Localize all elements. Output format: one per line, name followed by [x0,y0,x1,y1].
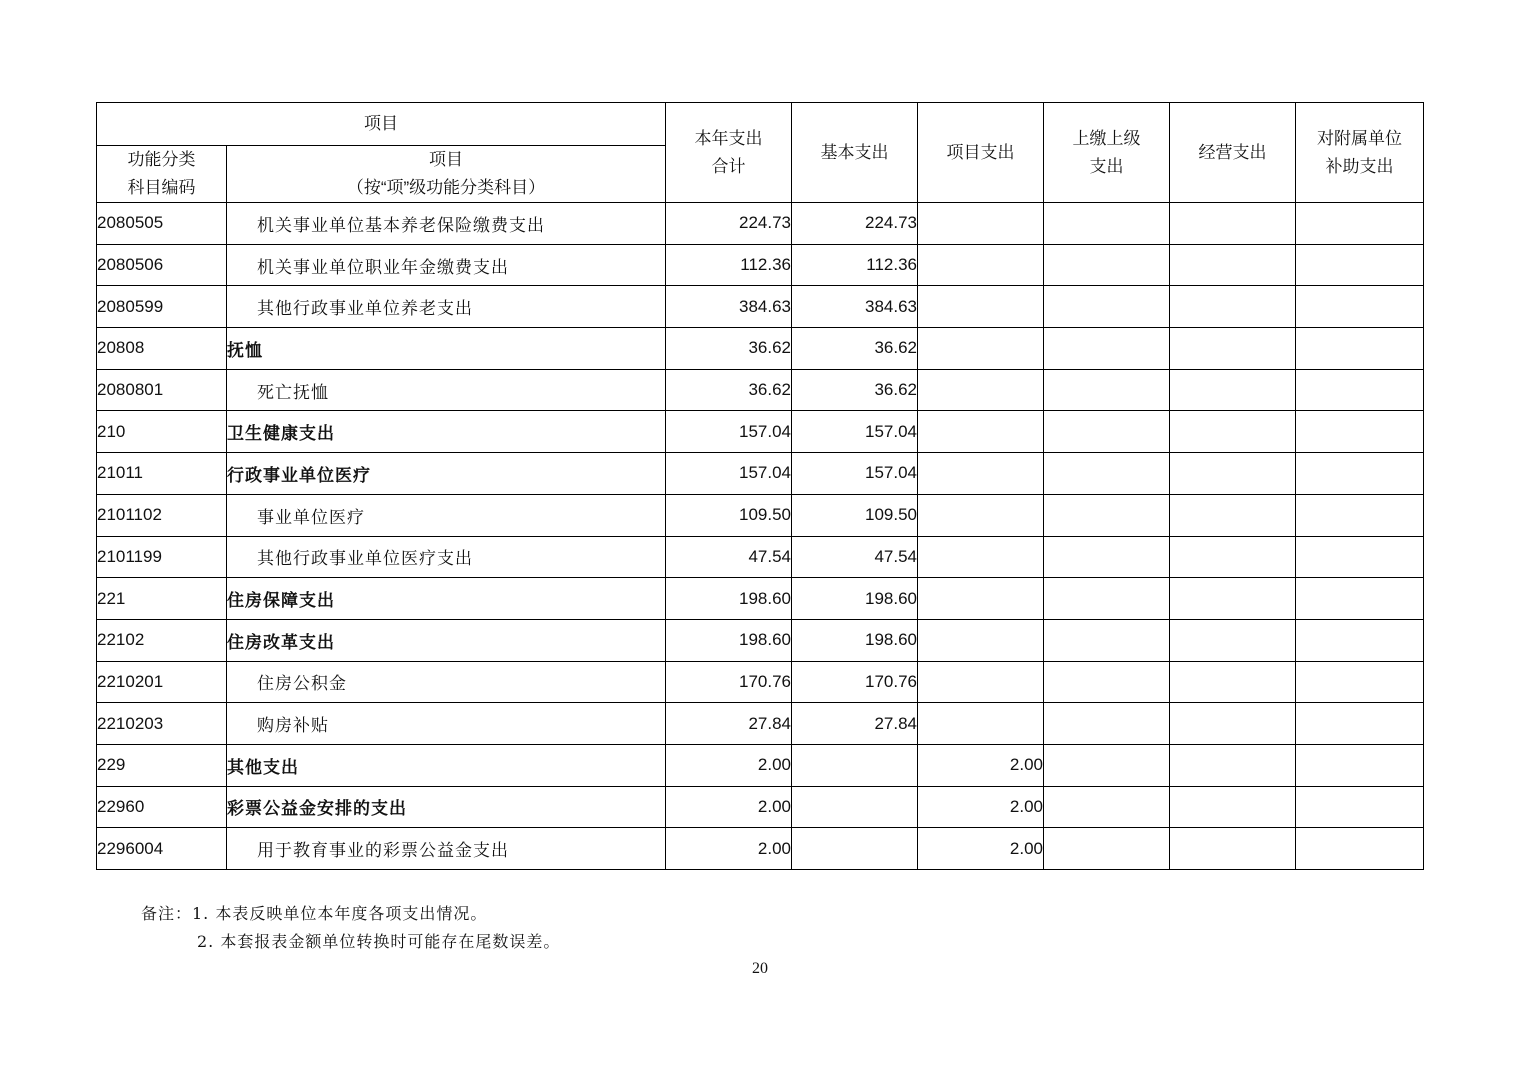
cell-name: 机关事业单位基本养老保险缴费支出 [227,203,666,245]
cell-operating [1170,494,1296,536]
cell-basic: 170.76 [792,661,918,703]
cell-code: 22960 [97,786,227,828]
cell-project [918,703,1044,745]
header-total [666,103,792,203]
cell-project [918,286,1044,328]
cell-basic [792,828,918,870]
cell-total: 198.60 [666,578,792,620]
notes [141,900,560,956]
expenditure-table [96,102,1424,870]
cell-name: 住房公积金 [227,661,666,703]
cell-upper [1044,328,1170,370]
table-row [97,786,1424,828]
cell-code: 2210203 [97,703,227,745]
header-project: 项目支出 [918,103,1044,203]
cell-name: 其他行政事业单位医疗支出 [227,536,666,578]
cell-code: 20808 [97,328,227,370]
cell-basic: 198.60 [792,619,918,661]
cell-operating [1170,203,1296,245]
header-upper-line2: 支出 [1089,156,1124,176]
header-upper-line1: 上缴上级 [1072,128,1141,148]
cell-name: 死亡抚恤 [227,369,666,411]
cell-name: 其他行政事业单位养老支出 [227,286,666,328]
cell-subsidy [1296,578,1424,620]
cell-operating [1170,744,1296,786]
cell-name: 其他支出 [227,744,666,786]
cell-upper [1044,453,1170,495]
cell-code: 2296004 [97,828,227,870]
cell-name: 彩票公益金安排的支出 [227,786,666,828]
cell-subsidy [1296,661,1424,703]
cell-basic: 198.60 [792,578,918,620]
cell-project: 2.00 [918,828,1044,870]
cell-total: 27.84 [666,703,792,745]
table-row [97,369,1424,411]
cell-operating [1170,703,1296,745]
header-code [97,146,227,203]
cell-name: 购房补贴 [227,703,666,745]
cell-project [918,203,1044,245]
cell-total: 224.73 [666,203,792,245]
cell-project [918,578,1044,620]
cell-code: 21011 [97,453,227,495]
cell-total: 47.54 [666,536,792,578]
cell-total: 2.00 [666,828,792,870]
cell-upper [1044,578,1170,620]
cell-subsidy [1296,786,1424,828]
cell-subsidy [1296,286,1424,328]
cell-operating [1170,828,1296,870]
cell-basic: 157.04 [792,453,918,495]
header-basic: 基本支出 [792,103,918,203]
note-line-2: 2. 本套报表金额单位转换时可能存在尾数误差。 [197,932,561,951]
cell-code: 2101199 [97,536,227,578]
cell-subsidy [1296,244,1424,286]
cell-project: 2.00 [918,786,1044,828]
cell-code: 2210201 [97,661,227,703]
cell-upper [1044,744,1170,786]
cell-subsidy [1296,328,1424,370]
cell-name: 住房保障支出 [227,578,666,620]
table-row [97,703,1424,745]
cell-total: 2.00 [666,744,792,786]
table-row [97,286,1424,328]
cell-project: 2.00 [918,744,1044,786]
cell-upper [1044,203,1170,245]
cell-basic: 47.54 [792,536,918,578]
header-item-group: 项目 [97,103,666,146]
cell-project [918,536,1044,578]
header-total-line2: 合计 [711,156,746,176]
header-code-line1: 功能分类 [127,150,196,169]
cell-project [918,244,1044,286]
cell-subsidy [1296,828,1424,870]
cell-total: 157.04 [666,411,792,453]
cell-upper [1044,786,1170,828]
cell-subsidy [1296,203,1424,245]
cell-basic: 224.73 [792,203,918,245]
cell-basic: 157.04 [792,411,918,453]
cell-subsidy [1296,703,1424,745]
cell-operating [1170,578,1296,620]
cell-basic [792,786,918,828]
cell-basic: 112.36 [792,244,918,286]
cell-operating [1170,536,1296,578]
cell-total: 2.00 [666,786,792,828]
header-total-line1: 本年支出 [694,128,763,148]
cell-name: 事业单位医疗 [227,494,666,536]
cell-total: 112.36 [666,244,792,286]
cell-code: 2080505 [97,203,227,245]
cell-upper [1044,494,1170,536]
cell-operating [1170,661,1296,703]
cell-upper [1044,286,1170,328]
cell-total: 109.50 [666,494,792,536]
table-row [97,578,1424,620]
header-subsidy [1296,103,1424,203]
cell-subsidy [1296,411,1424,453]
cell-total: 384.63 [666,286,792,328]
cell-name: 用于教育事业的彩票公益金支出 [227,828,666,870]
cell-upper [1044,536,1170,578]
cell-name: 机关事业单位职业年金缴费支出 [227,244,666,286]
table-row [97,661,1424,703]
table-body [97,203,1424,870]
cell-subsidy [1296,494,1424,536]
cell-basic [792,744,918,786]
cell-basic: 384.63 [792,286,918,328]
cell-operating [1170,453,1296,495]
cell-operating [1170,286,1296,328]
cell-project [918,453,1044,495]
cell-subsidy [1296,453,1424,495]
cell-subsidy [1296,744,1424,786]
cell-subsidy [1296,619,1424,661]
cell-upper [1044,703,1170,745]
cell-subsidy [1296,536,1424,578]
header-subsidy-line2: 补助支出 [1325,156,1394,176]
cell-subsidy [1296,369,1424,411]
cell-code: 2101102 [97,494,227,536]
table-header [97,103,1424,203]
table-row [97,411,1424,453]
cell-name: 住房改革支出 [227,619,666,661]
cell-code: 2080599 [97,286,227,328]
cell-upper [1044,828,1170,870]
cell-total: 36.62 [666,369,792,411]
table-row [97,494,1424,536]
header-name-line2: （按“项”级功能分类科目） [346,178,546,197]
cell-total: 170.76 [666,661,792,703]
cell-total: 157.04 [666,453,792,495]
cell-project [918,369,1044,411]
note-line-1: 备注：1. 本表反映单位本年度各项支出情况。 [141,904,488,923]
cell-project [918,494,1044,536]
table-row [97,536,1424,578]
header-upper [1044,103,1170,203]
table-row [97,203,1424,245]
header-code-line2: 科目编码 [127,178,196,197]
cell-name: 行政事业单位医疗 [227,453,666,495]
cell-basic: 27.84 [792,703,918,745]
cell-code: 221 [97,578,227,620]
cell-total: 198.60 [666,619,792,661]
cell-upper [1044,369,1170,411]
cell-total: 36.62 [666,328,792,370]
header-operating: 经营支出 [1170,103,1296,203]
table-row [97,828,1424,870]
cell-operating [1170,244,1296,286]
cell-code: 210 [97,411,227,453]
cell-basic: 36.62 [792,369,918,411]
cell-basic: 109.50 [792,494,918,536]
cell-name: 卫生健康支出 [227,411,666,453]
cell-basic: 36.62 [792,328,918,370]
page-number: 20 [752,960,768,977]
cell-code: 22102 [97,619,227,661]
cell-operating [1170,619,1296,661]
cell-upper [1044,244,1170,286]
cell-upper [1044,661,1170,703]
cell-upper [1044,411,1170,453]
header-name-line1: 项目 [429,150,463,169]
cell-name: 抚恤 [227,328,666,370]
cell-operating [1170,786,1296,828]
header-name [227,146,666,203]
cell-operating [1170,411,1296,453]
cell-upper [1044,619,1170,661]
table-row [97,453,1424,495]
cell-project [918,411,1044,453]
cell-operating [1170,328,1296,370]
cell-project [918,619,1044,661]
cell-operating [1170,369,1296,411]
table-row [97,328,1424,370]
cell-code: 229 [97,744,227,786]
table-row [97,244,1424,286]
cell-code: 2080801 [97,369,227,411]
cell-project [918,661,1044,703]
table-row [97,744,1424,786]
table-row [97,619,1424,661]
cell-code: 2080506 [97,244,227,286]
cell-project [918,328,1044,370]
header-subsidy-line1: 对附属单位 [1317,128,1402,148]
